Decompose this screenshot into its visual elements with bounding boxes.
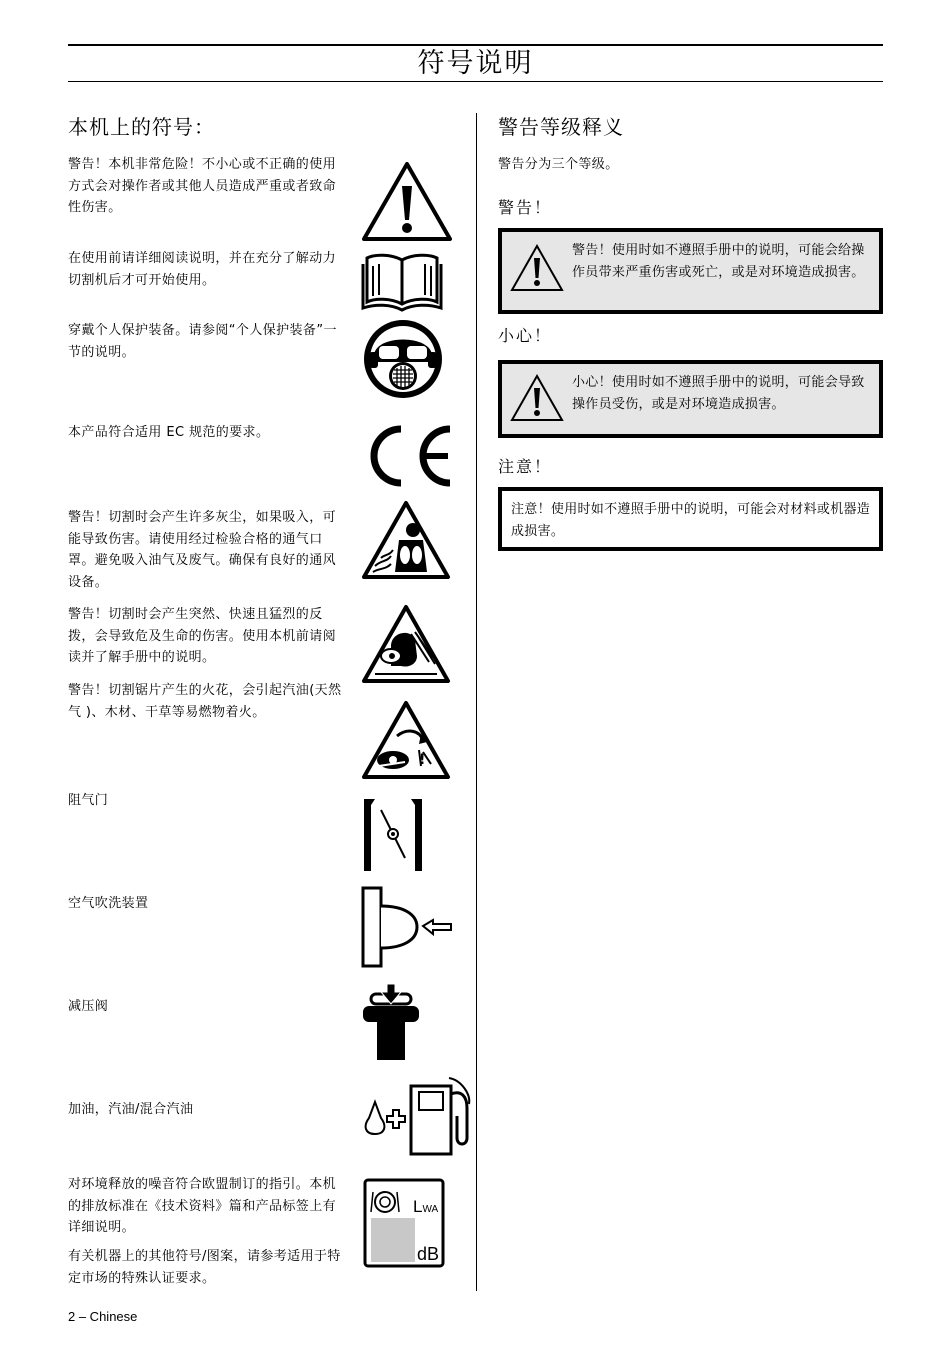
decompression-valve-icon bbox=[361, 982, 421, 1062]
symbol-text-kickback: 警告！切割时会产生突然、快速且猛烈的反拨，会导致危及生命的伤害。使用本机前请阅读并了解手册中的说明。 bbox=[68, 607, 337, 665]
notice-box bbox=[498, 487, 883, 551]
warning-triangle-icon bbox=[510, 374, 564, 426]
air-purge-icon bbox=[361, 886, 453, 968]
symbol-text-noise: 对环境释放的噪音符合欧盟制订的指引。本机的排放标准在《技术资料》篇和产品标签上有详细说明。 bbox=[68, 1177, 337, 1235]
warning-box bbox=[498, 228, 883, 314]
symbol-text-ce: 本产品符合适用 EC 规范的要求。 bbox=[68, 425, 270, 440]
db-label: dB bbox=[417, 1244, 440, 1264]
symbol-text-warning: 警告！本机非常危险！不小心或不正确的使用方式会对操作者或其他人员造成严重或者致命性伤害。 bbox=[68, 157, 337, 215]
title-rule-bottom bbox=[68, 81, 883, 82]
warning-levels-intro: 警告分为三个等级。 bbox=[498, 157, 619, 172]
noise-emission-icon bbox=[363, 1178, 445, 1268]
symbol-text-other: 有关机器上的其他符号/图案，请参考适用于特定市场的特殊认证要求。 bbox=[68, 1249, 341, 1286]
kickback-hazard-icon bbox=[361, 604, 451, 684]
svg-text:!: ! bbox=[419, 752, 426, 768]
warning-box-text: 警告！使用时如不遵照手册中的说明，可能会给操作员带来严重伤害或死亡，或是对环境造成损害。 bbox=[572, 243, 865, 280]
protective-equipment-icon bbox=[361, 318, 445, 400]
warning-triangle-icon bbox=[510, 244, 564, 296]
notice-box-text: 注意！使用时如不遵照手册中的说明，可能会对材料或机器造成损害。 bbox=[511, 502, 871, 539]
lwa-label: LWA bbox=[413, 1197, 439, 1216]
symbol-text-air-purge: 空气吹洗装置 bbox=[68, 896, 149, 911]
spark-fire-hazard-icon bbox=[361, 700, 451, 780]
open-book-icon bbox=[361, 250, 443, 312]
symbol-text-dust: 警告！切割时会产生许多灰尘，如果吸入，可能导致伤害。请使用经过检验合格的通气口罩。避免吸入油气及废气。确保有良好的通风设备。 bbox=[68, 510, 337, 590]
symbols-heading: 本机上的符号： bbox=[68, 115, 215, 139]
warning-triangle-icon bbox=[361, 160, 453, 242]
caution-level-title: 小心！ bbox=[498, 326, 553, 345]
caution-box bbox=[498, 360, 883, 438]
fuel-refill-icon bbox=[361, 1074, 475, 1158]
symbol-text-fuel: 加油，汽油/混合汽油 bbox=[68, 1102, 194, 1117]
symbol-text-choke: 阻气门 bbox=[68, 793, 109, 808]
page-title: 符号说明 bbox=[417, 48, 534, 79]
symbol-text-protective: 穿戴个人保护装备。请参阅“个人保护装备”一节的说明。 bbox=[68, 323, 337, 360]
ce-mark-icon bbox=[361, 422, 455, 490]
dust-hazard-icon bbox=[361, 500, 451, 580]
warning-levels-heading: 警告等级释义 bbox=[498, 115, 624, 139]
choke-icon bbox=[361, 796, 425, 874]
symbol-text-sparks: 警告！切割锯片产生的火花，会引起汽油(天然气 )、木材、干草等易燃物着火。 bbox=[68, 683, 342, 720]
column-divider bbox=[476, 113, 477, 1291]
warning-level-title: 警告！ bbox=[498, 198, 553, 217]
symbol-text-decompression: 减压阀 bbox=[68, 999, 109, 1014]
symbol-text-read-manual: 在使用前请详细阅读说明，并在充分了解动力切割机后才可开始使用。 bbox=[68, 251, 337, 288]
caution-box-text: 小心！使用时如不遵照手册中的说明，可能会导致操作员受伤，或是对环境造成损害。 bbox=[572, 375, 865, 412]
notice-level-title: 注意！ bbox=[498, 457, 553, 476]
page-footer: 2 – Chinese bbox=[68, 1309, 138, 1324]
